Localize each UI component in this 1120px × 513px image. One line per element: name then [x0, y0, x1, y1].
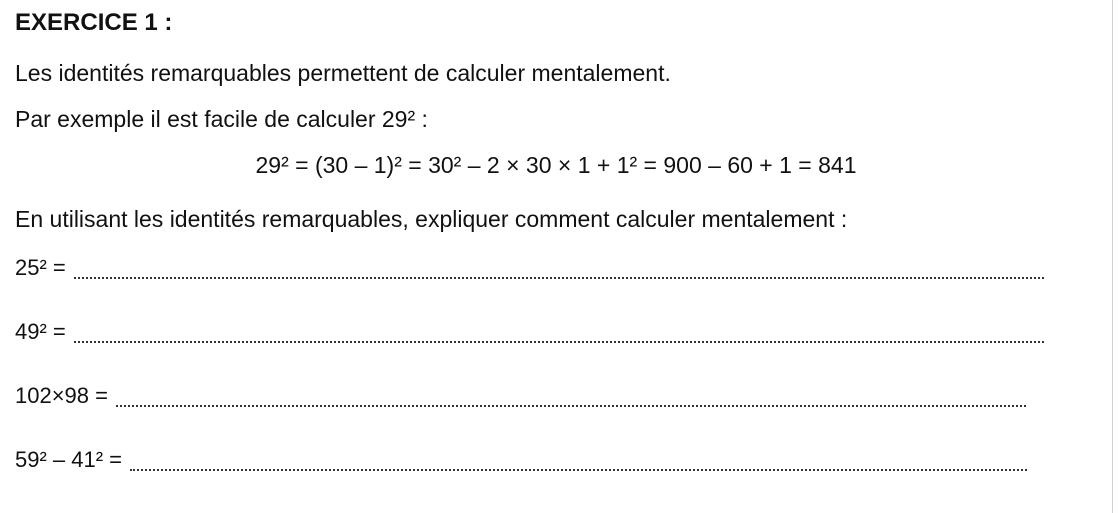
- question-row: [15, 381, 1026, 411]
- answer-line[interactable]: [130, 469, 1027, 471]
- page-edge: [1112, 0, 1113, 513]
- example-intro-text: Par exemple il est facile de calculer 29² :: [15, 106, 428, 132]
- exercise-title: EXERCICE 1 :: [15, 9, 173, 36]
- question-label: 59² – 41² =: [15, 447, 123, 472]
- answer-line[interactable]: [116, 405, 1026, 407]
- answer-line[interactable]: [74, 277, 1044, 279]
- question-label: 25² =: [15, 255, 66, 280]
- question-row: [15, 445, 1027, 475]
- instruction-text: En utilisant les identités remarquables, expliquer comment calculer mentalement :: [15, 206, 848, 232]
- example-formula: 29² = (30 – 1)² = 30² – 2 × 30 × 1 + 1² = 900 – 60 + 1 = 841: [255, 152, 857, 178]
- question-row: [15, 317, 1044, 347]
- question-label: 49² =: [15, 319, 66, 344]
- intro-text: Les identités remarquables permettent de calculer mentalement.: [15, 60, 671, 86]
- answer-line[interactable]: [74, 341, 1044, 343]
- question-label: 102×98 =: [15, 383, 108, 408]
- question-row: [15, 253, 1044, 283]
